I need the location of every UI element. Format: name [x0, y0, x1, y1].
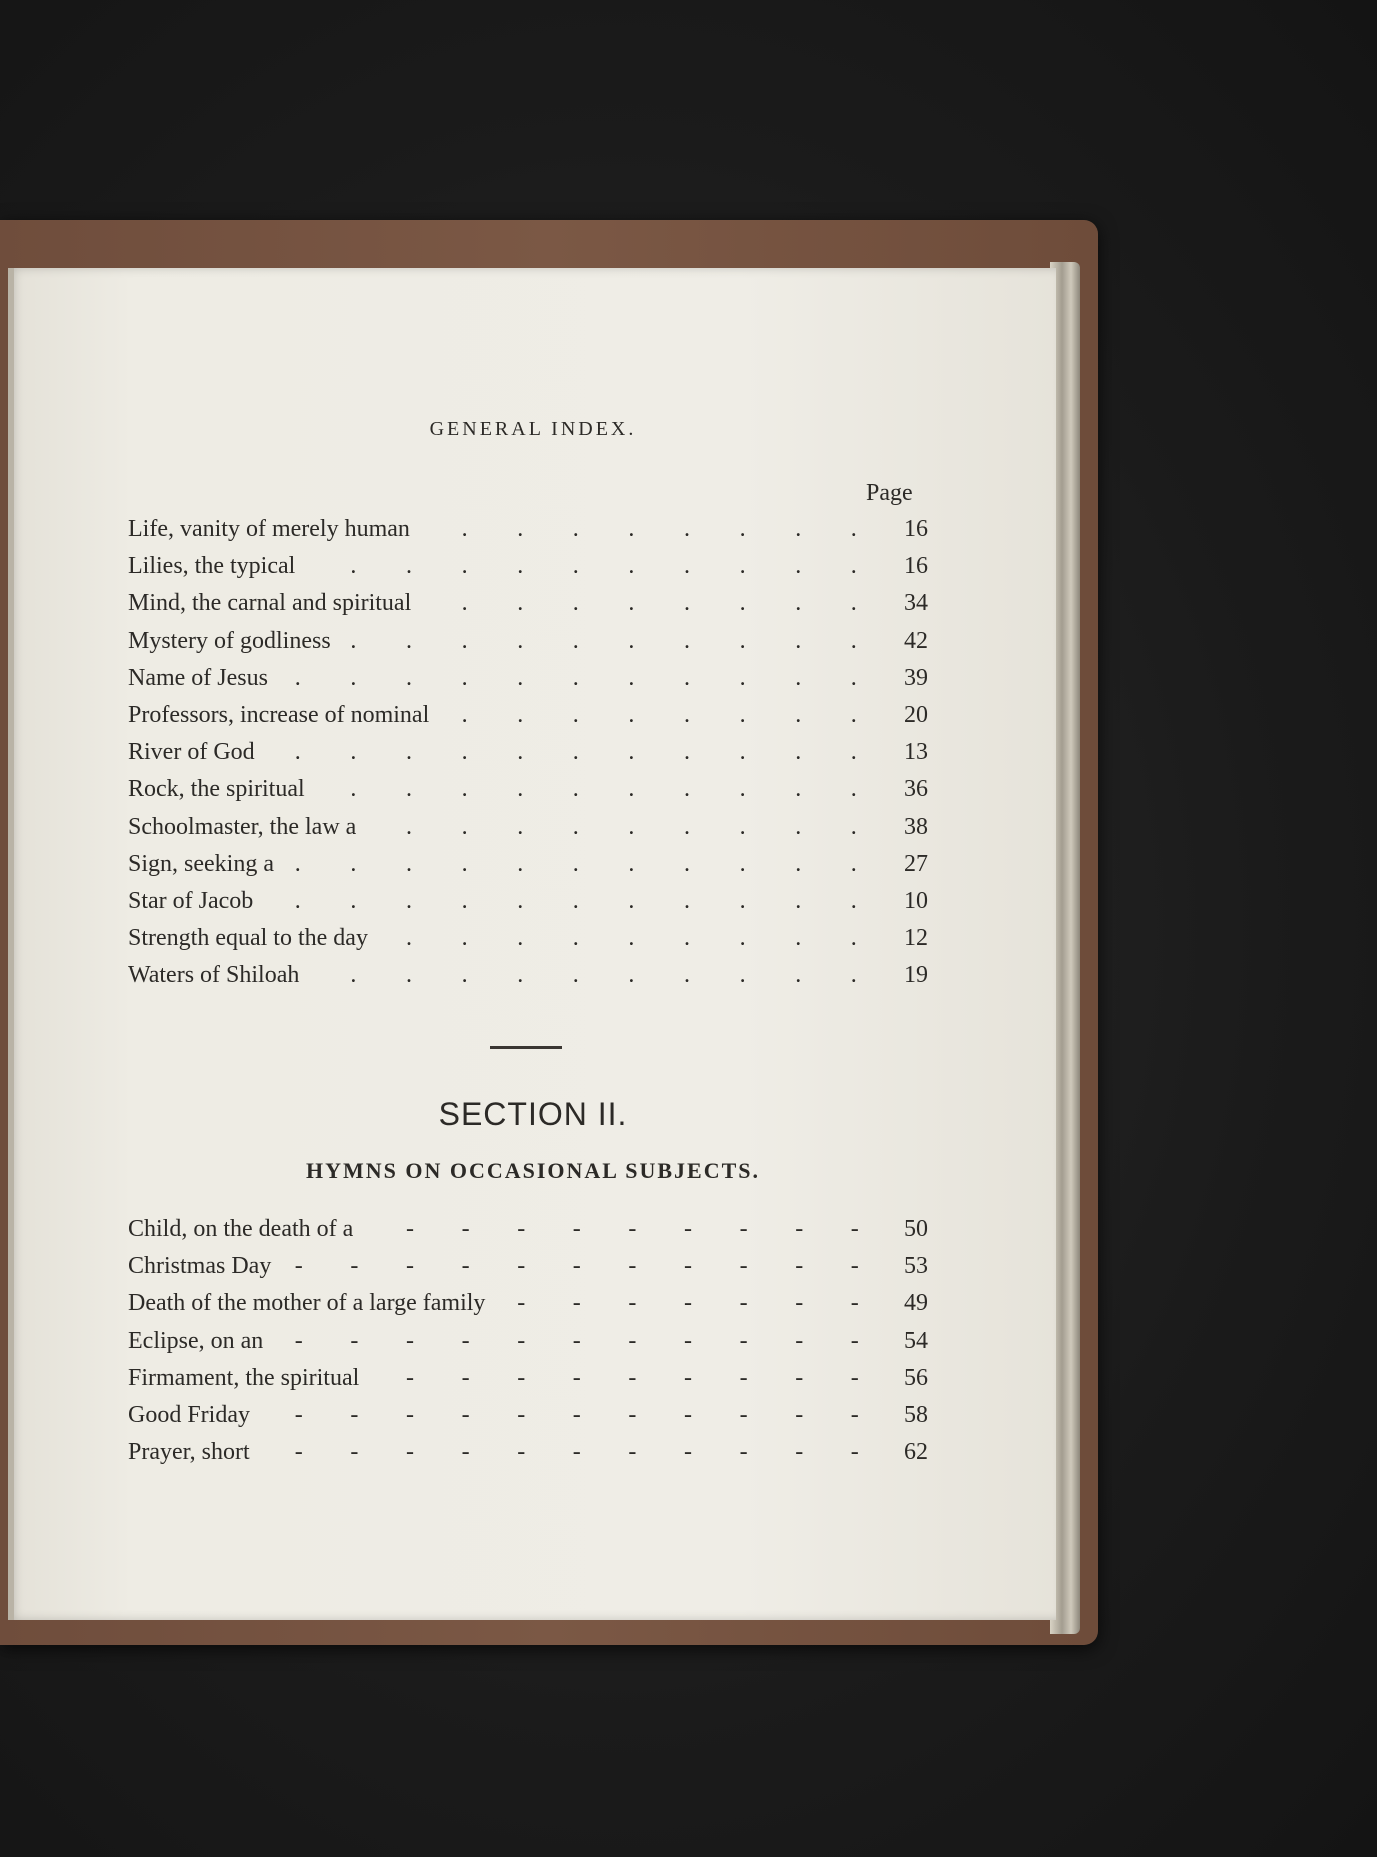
index-entry: Lilies, the typical . . . . . . . . . . 16 [128, 553, 928, 580]
index-entry-label: Name of Jesus [128, 664, 268, 691]
index-entry-page-number: 58 [904, 1402, 928, 1428]
index-entry-label: Lilies, the typical [128, 553, 296, 580]
index-entry: Rock, the spiritual . . . . . . . . . . 36 [128, 776, 928, 803]
running-head: GENERAL INDEX. [429, 418, 637, 440]
index-entry: Christmas Day - - - - - - - - - - - 53 [128, 1253, 928, 1280]
index-entry-label: Eclipse, on an [128, 1327, 264, 1354]
index-entry: Death of the mother of a large family - - - - - - - 49 [128, 1290, 928, 1317]
index-entry-label: Rock, the spiritual [128, 776, 305, 803]
index-entry-page-number: 56 [904, 1364, 928, 1391]
page-gutter [8, 268, 14, 1620]
index-entry: Strength equal to the day . . . . . . . . . 12 [128, 925, 928, 952]
index-entry: Child, on the death of a - - - - - - - - - 50 [128, 1216, 928, 1242]
page-column-label: Page [866, 480, 913, 506]
index-entry-label: Strength equal to the day [128, 925, 368, 952]
index-entry: Eclipse, on an - - - - - - - - - - - 54 [128, 1327, 928, 1354]
index-entry-page-number: 12 [904, 925, 928, 952]
index-entry: Mystery of godliness . . . . . . . . . . 42 [128, 627, 928, 654]
index-entry-label: Good Friday [128, 1402, 250, 1428]
index-entry-page-number: 27 [904, 850, 928, 877]
section-divider-rule [490, 1046, 562, 1049]
index-entry: Prayer, short - - - - - - - - - - - 62 [128, 1439, 928, 1466]
index-entry-page-number: 54 [904, 1327, 928, 1354]
index-entry-page-number: 38 [904, 813, 928, 840]
index-entry: Professors, increase of nominal . . . . . . . . 20 [128, 702, 928, 728]
index-entry-label: Christmas Day [128, 1253, 272, 1280]
index-entry-label: Mind, the carnal and spiritual [128, 590, 412, 617]
index-entry-page-number: 13 [904, 739, 928, 766]
index-entry-page-number: 49 [904, 1290, 928, 1317]
index-entry-page-number: 20 [904, 702, 928, 728]
index-entry: Firmament, the spiritual - - - - - - - - - 56 [128, 1364, 928, 1391]
index-entry-page-number: 53 [904, 1253, 928, 1280]
index-entry-label: Child, on the death of a [128, 1216, 354, 1242]
index-entry-label: Prayer, short [128, 1439, 250, 1466]
index-entry-page-number: 62 [904, 1439, 928, 1466]
index-entry-label: Firmament, the spiritual [128, 1364, 360, 1391]
index-entry: Star of Jacob . . . . . . . . . . . 10 [128, 888, 928, 914]
section-title: SECTION II. [438, 1096, 628, 1132]
index-entry: Waters of Shiloah . . . . . . . . . . 19 [128, 962, 928, 989]
index-entry-label: Star of Jacob [128, 888, 254, 914]
index-entry-label: Sign, seeking a [128, 850, 274, 877]
index-entry: Schoolmaster, the law a . . . . . . . . . 38 [128, 813, 928, 840]
index-entry: Sign, seeking a . . . . . . . . . . . 27 [128, 850, 928, 877]
index-entry-page-number: 16 [904, 516, 928, 542]
index-entry-page-number: 10 [904, 888, 928, 914]
index-entry-label: River of God [128, 739, 255, 766]
index-entry-page-number: 50 [904, 1216, 928, 1242]
index-entry: Name of Jesus . . . . . . . . . . . 39 [128, 664, 928, 691]
index-entry: Good Friday - - - - - - - - - - - 58 [128, 1402, 928, 1428]
index-entry: River of God . . . . . . . . . . . 13 [128, 739, 928, 766]
index-entry-page-number: 36 [904, 776, 928, 803]
index-entry-page-number: 42 [904, 627, 928, 654]
index-entry-label: Schoolmaster, the law a [128, 813, 357, 840]
index-entry: Mind, the carnal and spiritual . . . . . . . . 34 [128, 590, 928, 617]
index-entry-label: Mystery of godliness [128, 627, 331, 654]
section-subtitle: HYMNS ON OCCASIONAL SUBJECTS. [305, 1158, 761, 1183]
index-entry-page-number: 39 [904, 664, 928, 691]
index-entry-page-number: 16 [904, 553, 928, 580]
index-entry-label: Waters of Shiloah [128, 962, 300, 989]
index-entry-label: Life, vanity of merely human [128, 516, 410, 542]
index-entry-page-number: 19 [904, 962, 928, 989]
index-entry: Life, vanity of merely human . . . . . . . . 16 [128, 516, 928, 542]
index-entry-label: Death of the mother of a large family [128, 1290, 486, 1317]
index-entry-page-number: 34 [904, 590, 928, 617]
index-entry-label: Professors, increase of nominal [128, 702, 430, 728]
